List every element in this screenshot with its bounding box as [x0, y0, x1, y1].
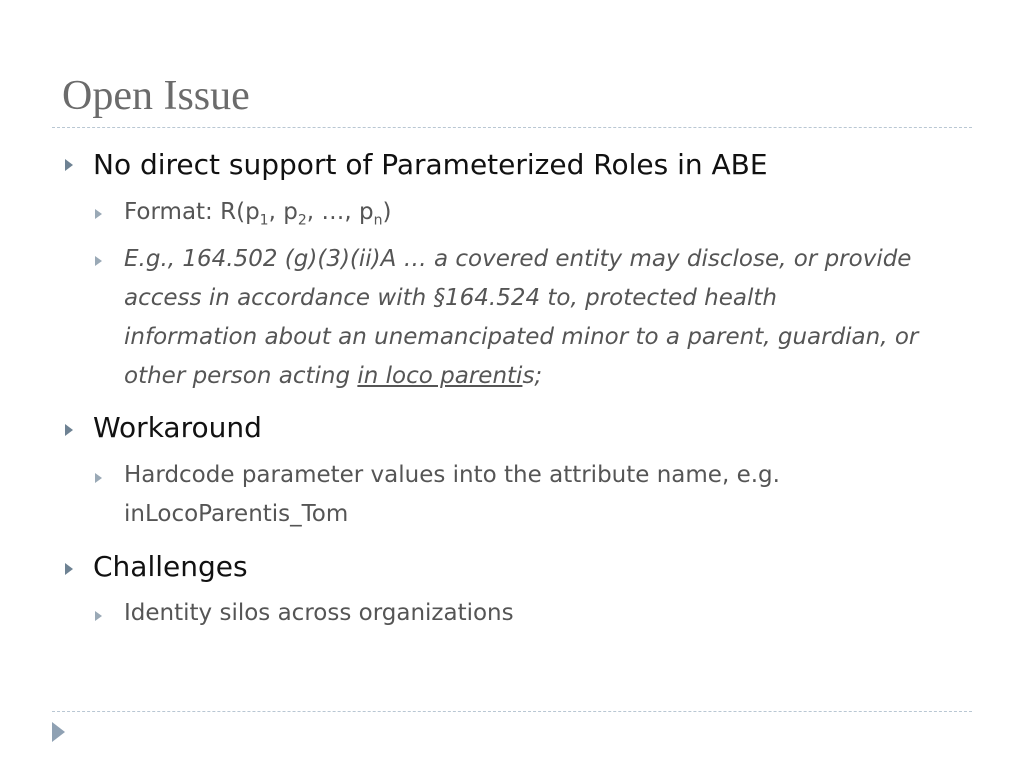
example-line-4: other person acting in loco parentis;: [124, 363, 543, 389]
triangle-bullet-icon: [65, 424, 73, 436]
example-line-2: access in accordance with §164.524 to, protected health: [124, 285, 777, 311]
workaround-line-1: Hardcode parameter values into the attribute name, e.g.: [124, 462, 780, 488]
triangle-bullet-icon: [95, 611, 102, 621]
challenges-line-1: Identity silos across organizations: [124, 600, 514, 626]
footer-divider: [52, 711, 972, 712]
format-line: Format: $R(p_1$, $p_2$, …, $p_n$): [124, 199, 392, 229]
workaround-line-2: inLocoParentis_Tom: [124, 501, 349, 527]
in-loco-parentis-underlined: in loco parenti: [357, 363, 523, 389]
triangle-bullet-icon: [65, 563, 73, 575]
triangle-bullet-icon: [65, 159, 73, 171]
triangle-bullet-icon: [95, 209, 102, 219]
triangle-bullet-icon: [95, 473, 102, 483]
bullet-challenges: Challenges: [93, 550, 248, 583]
example-line-3: information about an unemancipated minor to a parent, guardian, or: [124, 324, 919, 350]
bullet-no-direct-support: No direct support of Parameterized Roles in ABE: [93, 148, 768, 181]
triangle-bullet-icon: [95, 256, 102, 266]
bullet-workaround: Workaround: [93, 411, 262, 444]
next-slide-arrow-icon[interactable]: [52, 722, 65, 742]
slide-title: Open Issue: [62, 73, 250, 119]
example-line-1: E.g., 164.502 (g)(3)(ii)A … a covered entity may disclose, or provide: [124, 246, 912, 272]
